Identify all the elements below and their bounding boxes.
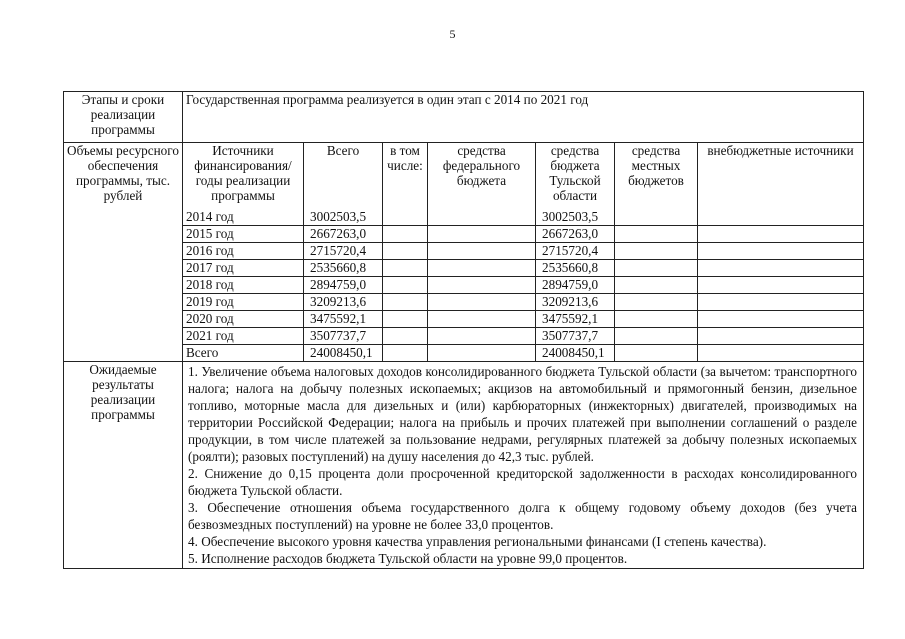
row-federal	[428, 209, 536, 226]
program-passport-table	[63, 91, 864, 569]
row-local	[615, 209, 698, 226]
resources-row	[64, 143, 864, 362]
result-item: 3. Обеспечение отношения объема государственного долга к общему годовому объему доходов (без учета безвозмездных поступлений) на уровне не более 33,0 процентов.	[188, 500, 857, 532]
row-regional: 3209213,6	[536, 294, 615, 311]
row-federal	[428, 328, 536, 345]
header-total: Всего	[304, 143, 383, 209]
row-including	[383, 311, 428, 328]
result-item: 2. Снижение до 0,15 процента доли просроченной кредиторской задолженности в расходах консолидированного бюджета Тульской области.	[188, 466, 857, 498]
row-local	[615, 277, 698, 294]
row-regional: 2667263,0	[536, 226, 615, 243]
table-row	[183, 260, 863, 277]
row-year: 2020 год	[183, 311, 304, 328]
results-label: Ожидаемые результаты реализации программы	[64, 362, 183, 569]
table-row	[183, 328, 863, 345]
funding-body	[183, 209, 863, 361]
funding-header-row	[183, 143, 863, 209]
row-regional: 3475592,1	[536, 311, 615, 328]
row-total: 2894759,0	[304, 277, 383, 294]
row-year: 2015 год	[183, 226, 304, 243]
row-total: 2535660,8	[304, 260, 383, 277]
header-local: средства местных бюджетов	[615, 143, 698, 209]
stages-text: Государственная программа реализуется в один этап с 2014 по 2021 год	[183, 92, 864, 143]
row-offbudget	[698, 209, 864, 226]
row-offbudget	[698, 345, 864, 362]
row-offbudget	[698, 243, 864, 260]
table-row	[183, 209, 863, 226]
row-total: 2715720,4	[304, 243, 383, 260]
row-year: 2018 год	[183, 277, 304, 294]
row-year: 2014 год	[183, 209, 304, 226]
resources-label: Объемы ресурсного обеспечения программы, тыс. рублей	[64, 143, 183, 362]
row-local	[615, 294, 698, 311]
row-regional: 24008450,1	[536, 345, 615, 362]
row-local	[615, 311, 698, 328]
table-row	[183, 294, 863, 311]
row-including	[383, 345, 428, 362]
row-total: 3507737,7	[304, 328, 383, 345]
table-row	[183, 311, 863, 328]
row-local	[615, 345, 698, 362]
row-including	[383, 226, 428, 243]
row-year: 2021 год	[183, 328, 304, 345]
row-including	[383, 277, 428, 294]
row-regional: 3507737,7	[536, 328, 615, 345]
header-including: в том числе:	[383, 143, 428, 209]
row-federal	[428, 243, 536, 260]
row-regional: 3002503,5	[536, 209, 615, 226]
result-item: 5. Исполнение расходов бюджета Тульской области на уровне 99,0 процентов.	[188, 551, 628, 566]
row-total: 24008450,1	[304, 345, 383, 362]
table-row	[183, 277, 863, 294]
table-row-total	[183, 345, 863, 362]
row-offbudget	[698, 294, 864, 311]
header-offbudget: внебюджетные источники	[698, 143, 864, 209]
page-number: 5	[449, 27, 456, 41]
row-year: 2019 год	[183, 294, 304, 311]
table-row	[183, 243, 863, 260]
header-federal: средства федерального бюджета	[428, 143, 536, 209]
row-offbudget	[698, 260, 864, 277]
row-including	[383, 328, 428, 345]
row-federal	[428, 226, 536, 243]
row-local	[615, 260, 698, 277]
row-regional: 2715720,4	[536, 243, 615, 260]
row-total: 2667263,0	[304, 226, 383, 243]
row-federal	[428, 345, 536, 362]
row-including	[383, 294, 428, 311]
funding-table	[183, 143, 863, 361]
row-local	[615, 243, 698, 260]
row-offbudget	[698, 311, 864, 328]
row-federal	[428, 260, 536, 277]
row-local	[615, 226, 698, 243]
row-total: 3002503,5	[304, 209, 383, 226]
row-offbudget	[698, 328, 864, 345]
stages-row	[64, 92, 864, 143]
row-year: 2016 год	[183, 243, 304, 260]
result-item: 4. Обеспечение высокого уровня качества управления региональными финансами (I степень качества).	[188, 534, 767, 549]
header-source: Источники финансирования/ годы реализации программы	[183, 143, 304, 209]
row-regional: 2535660,8	[536, 260, 615, 277]
row-including	[383, 260, 428, 277]
results-list	[183, 362, 864, 569]
row-federal	[428, 311, 536, 328]
row-regional: 2894759,0	[536, 277, 615, 294]
table-row	[183, 226, 863, 243]
row-federal	[428, 294, 536, 311]
row-offbudget	[698, 277, 864, 294]
row-year: 2017 год	[183, 260, 304, 277]
row-including	[383, 243, 428, 260]
stages-label: Этапы и сроки реализации программы	[64, 92, 183, 143]
results-row	[64, 362, 864, 569]
row-federal	[428, 277, 536, 294]
funding-cell	[183, 143, 864, 362]
row-total: 3475592,1	[304, 311, 383, 328]
result-item: 1. Увеличение объема налоговых доходов консолидированного бюджета Тульской области (за вычетом: транспортного налога; налога на добычу полезных ископаемых; акцизов на автомобильный и прямогонный бензин, дизельное топливо, моторные масла для дизельных и (или) карбюраторных (инжекторных) двигателей, производимых на территории Российской Федерации; налога на прибыль и прочих платежей при выполнении соглашений о разделе продукции, в том числе платежей за пользование недрами, регулярных платежей за добычу полезных ископаемых (роялти); разовых поступлений) на душу населения до 42,3 тыс. рублей.	[188, 364, 857, 464]
row-local	[615, 328, 698, 345]
row-offbudget	[698, 226, 864, 243]
row-year: Всего	[183, 345, 304, 362]
header-regional: средства бюджета Тульской области	[536, 143, 615, 209]
row-total: 3209213,6	[304, 294, 383, 311]
row-including	[383, 209, 428, 226]
